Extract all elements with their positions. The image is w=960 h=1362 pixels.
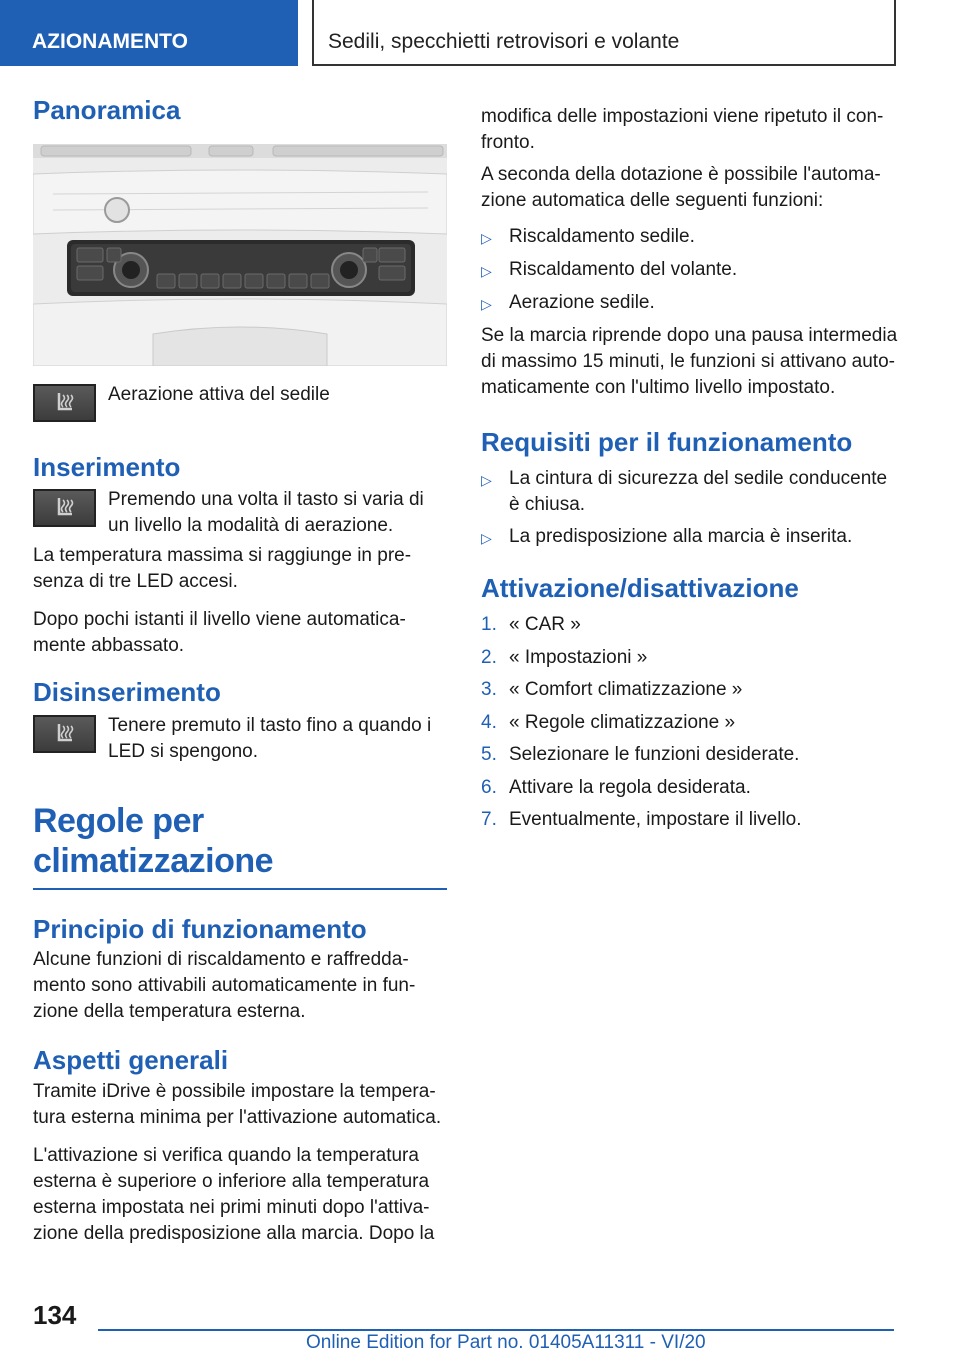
seat-ventilation-icon	[33, 715, 96, 753]
attivazione-heading: Attivazione/disattivazione	[481, 573, 799, 604]
list-item: ▷ Riscaldamento del volante.	[481, 257, 901, 284]
list-item: 1. « CAR »	[481, 614, 581, 636]
aspetti-paragraph-2: L'attivazione si verifica quando la temperatura esterna è superiore o inferiore alla temperatura esterna impostata nei primi minuti dopo l'attiva- zione della predisposizione alla marcia. Dopo la	[33, 1144, 435, 1244]
triangle-right-icon: ▷	[481, 472, 492, 489]
aspetti-heading: Aspetti generali	[33, 1045, 229, 1076]
requisiti-heading: Requisiti per il funzionamento	[481, 427, 853, 457]
aspetti-paragraph-1: Tramite iDrive è possibile impostare la tempera- tura esterna minima per l'attivazione automatica.	[33, 1080, 442, 1128]
list-item: 3. « Comfort climatizzazione »	[481, 679, 743, 701]
page-number: 134	[33, 1300, 77, 1330]
list-item: 6. Attivare la regola desiderata.	[481, 776, 751, 798]
list-item: ▷ La predisposizione alla marcia è inserita.	[481, 524, 901, 551]
list-item: ▷ Riscaldamento sedile.	[481, 224, 901, 251]
panoramica-heading: Panoramica	[33, 95, 181, 125]
heading-rule	[33, 888, 447, 890]
page-header	[0, 0, 960, 66]
steps-list	[481, 612, 901, 833]
seat-ventilation-icon	[33, 489, 96, 527]
inserimento-text: Premendo una volta il tasto si varia di un livello la modalità di aerazione.	[108, 489, 424, 537]
principio-paragraph: Alcune funzioni di riscaldamento e raffredda- mento sono attivabili automaticamente in fun- zione della temperatura esterna.	[33, 949, 416, 1023]
inserimento-paragraph-1: La temperatura massima si raggiunge in pre- senza di tre LED accesi.	[33, 545, 412, 593]
list-item: ▷ Aerazione sedile.	[481, 290, 901, 317]
figure-caption: Aerazione attiva del sedile	[108, 384, 330, 406]
list-item: ▷ La cintura di sicurezza del sedile conducente è chiusa.	[481, 466, 901, 518]
list-item: 7. Eventualmente, impostare il livello.	[481, 809, 802, 831]
list-item: 2. « Impostazioni »	[481, 646, 648, 668]
climate-panel-figure	[33, 144, 447, 366]
caption-row	[33, 382, 447, 422]
list-item: 5. Selezionare le funzioni desiderate.	[481, 744, 800, 766]
triangle-right-icon: ▷	[481, 296, 492, 312]
footer-rule	[98, 1329, 894, 1331]
right-column	[481, 104, 901, 840]
disinserimento-row	[33, 713, 447, 765]
chapter-title: Sedili, specchietti retrovisori e volante	[312, 0, 896, 66]
triangle-right-icon: ▷	[481, 530, 492, 547]
right-paragraph-1: modifica delle impostazioni viene ripetuto il con- fronto.	[481, 106, 884, 153]
triangle-right-icon: ▷	[481, 263, 492, 279]
right-paragraph-3: Se la marcia riprende dopo una pausa intermedia di massimo 15 minuti, le funzioni si attivano auto- maticamente con l'ultimo livello impostato.	[481, 325, 898, 398]
disinserimento-heading: Disinserimento	[33, 677, 221, 708]
functions-list	[481, 224, 901, 317]
inserimento-heading: Inserimento	[33, 452, 181, 483]
principio-heading: Principio di funzionamento	[33, 914, 367, 945]
triangle-right-icon: ▷	[481, 230, 492, 246]
left-column	[33, 95, 447, 1247]
seat-ventilation-icon	[33, 384, 96, 422]
climate-panel-illustration	[33, 144, 447, 366]
inserimento-row	[33, 487, 447, 539]
edition-note: Online Edition for Part no. 01405A11311 - VI/20	[306, 1332, 706, 1353]
disinserimento-text: Tenere premuto il tasto fino a quando i LED si spengono.	[108, 714, 432, 762]
requirements-list	[481, 466, 901, 551]
section-label: AZIONAMENTO	[0, 0, 298, 66]
right-paragraph-2: A seconda della dotazione è possibile l'automa- zione automatica delle seguenti funzioni:	[481, 164, 881, 211]
list-item: 4. « Regole climatizzazione »	[481, 711, 736, 733]
inserimento-paragraph-2: Dopo pochi istanti il livello viene automatica- mente abbassato.	[33, 609, 406, 657]
regole-heading: Regole per climatizzazione	[33, 801, 274, 881]
